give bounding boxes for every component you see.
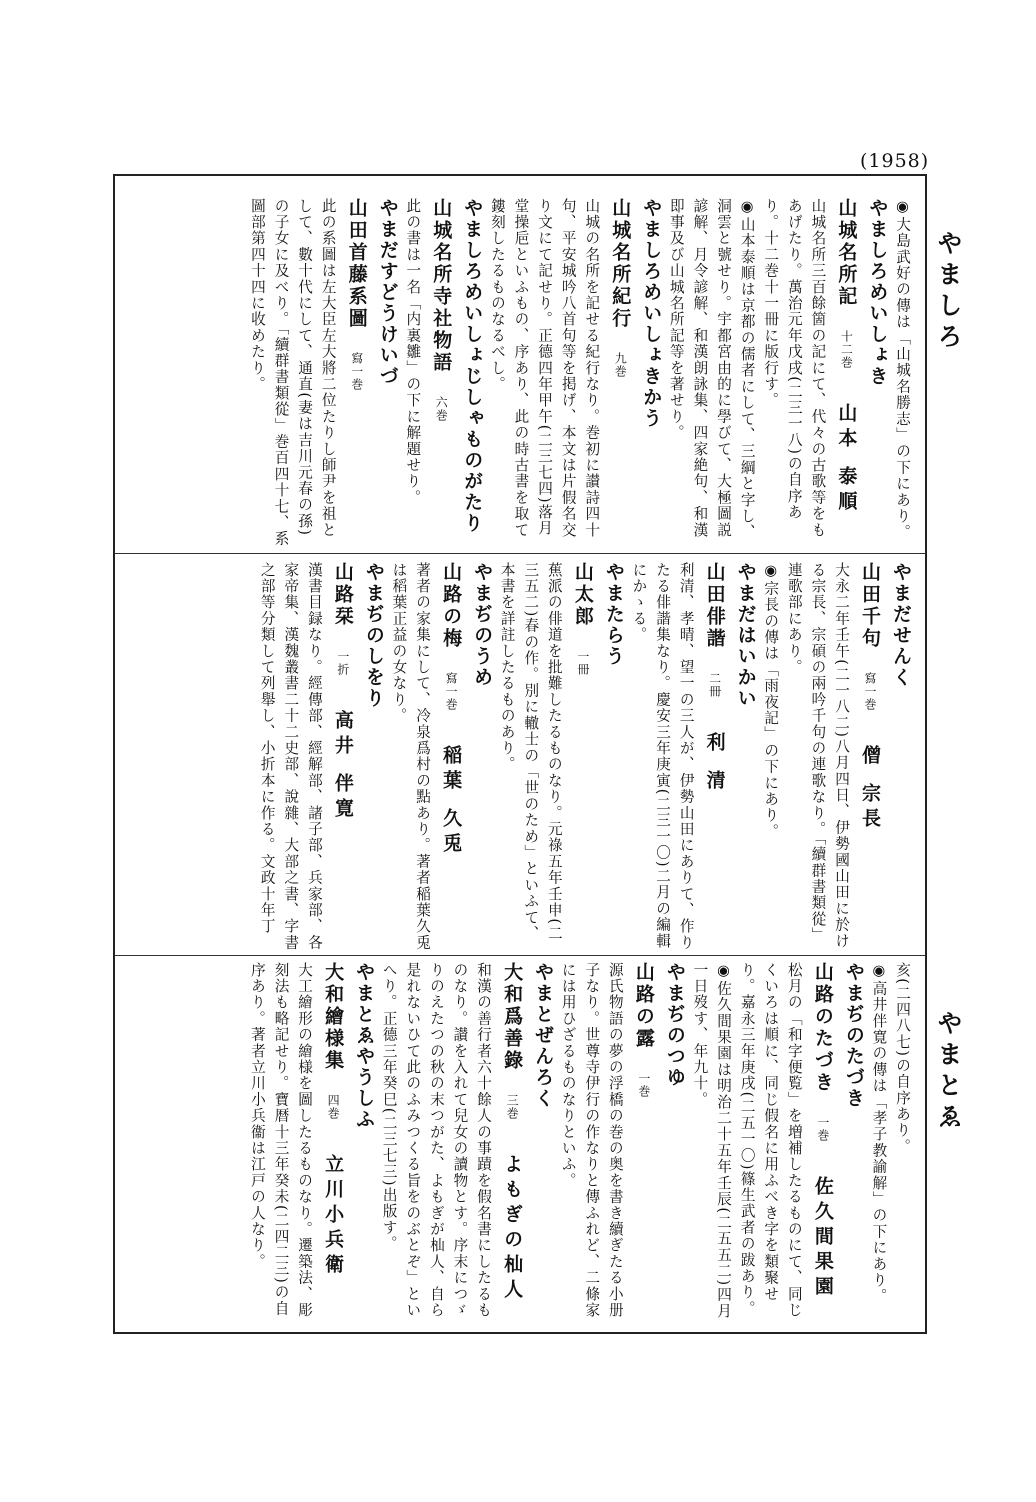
entry-title-row (627, 962, 661, 1324)
entry-volume: 九巻 (613, 352, 628, 378)
entry-reading: やまだせんく (890, 562, 912, 688)
entry-reading: やまぢのうめ (471, 562, 494, 688)
entry-author: よもぎの杣人 (501, 1154, 524, 1304)
entry-reading: やまだすどうけいづ (376, 198, 399, 387)
entry-volume: 四巻 (326, 1094, 341, 1120)
entry-title-row (316, 962, 350, 1324)
entry-title-row (806, 962, 840, 1324)
entry-reading: やまとぜんろく (532, 962, 555, 1109)
entry-title-row (424, 198, 458, 550)
section-heading-yamashiro: やましろ (934, 230, 963, 354)
entry-text: 山城名所三百餘箇の記にて、代々の古歌等をもあげたり。萬治元年戊戌(二三一八)の自序あり。十二巻十一冊に版行す。 (762, 198, 827, 539)
entry-title: 山城名所寺社物語 (430, 198, 453, 374)
entry-author: 稲葉 久兎 (440, 745, 463, 858)
entry-text: 山城の名所を記せる紀行なり。巻初に讃詩四十句、平安城吟八首句等を掲げ、本文は片假名交り文にて記せり。正德四年甲午(二三七四)落月堂操巵といふもの、序あり、此の時古書を取て鏤刻したるものなるべし。 (488, 198, 601, 539)
bottom-tier-text (118, 962, 914, 1324)
entry-title-row (326, 562, 360, 952)
entry-text: 著者の家集にして、冷泉爲村の點あり。著者稲葉久兎は稻葉正益の女なり。 (390, 562, 432, 951)
entry-reading: やましろめいしょきかう (640, 198, 663, 429)
entry-volume: 六巻 (434, 396, 449, 422)
entry-author: 利 清 (703, 732, 726, 795)
entry-title-row (853, 562, 887, 952)
entry-title: 山路の露 (632, 962, 655, 1050)
entry-reading: やまだはいかい (734, 562, 757, 709)
entry-volume: 三巻 (505, 1094, 520, 1120)
entry-text: 大工繪形の繪様を圖したるものなり。遷築法、彫刻法も略記せり。寶暦十三年癸未(二四二三)の自序あり。著者立川小兵衞は江戸の人なり。 (248, 962, 314, 1319)
entry-volume: 寫一巻 (444, 672, 459, 711)
entry-title: 山城名所紀行 (609, 198, 632, 330)
section-heading-yamatoe: やまとゑ (934, 1010, 963, 1134)
entry-title-row (566, 562, 600, 952)
entry-author: 佐久間果園 (811, 1176, 834, 1301)
entry-text: 亥(二四八七)の自序あり。 (894, 962, 911, 1155)
entry-reading: やまぢのたづき (842, 962, 865, 1109)
entry-title-row (434, 562, 468, 952)
entry-reading: やまたらう (602, 562, 625, 667)
entry-reading: やましろめいしょき (866, 198, 889, 387)
page-number: (1958) (860, 150, 930, 172)
entry-title: 大和繪様集 (322, 962, 345, 1072)
entry-author: 立川小兵衛 (322, 1154, 345, 1279)
entry-text: 此の書は一名「内裏雛」の下に解題せり。 (404, 198, 422, 506)
entry-text: ◉高井伴寛の傳は「孝子教諭解」の下にあり。 (870, 962, 888, 1305)
entry-volume: 一折 (335, 650, 350, 676)
entry-text: ◉山本泰順は京都の儒者にして、三綱と字し、洞雲と號せり。宇都宮由的に學びて、大極圖説諺解、月令諺解、和漢朗詠集、四家絶句、和漢即事及び山城名所記等を著せり。 (667, 198, 756, 541)
entry-reading: やまとゑやうしふ (353, 962, 376, 1130)
entry-text: ◉宗長の傳は「雨夜記」の下にあり。 (762, 562, 780, 840)
entry-title: 山路のたづき (811, 962, 834, 1094)
entry-title: 山路の梅 (440, 562, 463, 650)
entry-title-row (603, 198, 637, 550)
entry-title: 山路栞 (331, 562, 354, 628)
entry-reading: やましろめいしょじしゃものがたり (461, 198, 484, 534)
entry-title-row (829, 198, 863, 550)
entry-volume: 二冊 (707, 672, 722, 698)
entry-title: 山田千句 (859, 562, 881, 650)
entry-title: 山太郎 (571, 562, 594, 628)
entry-title-row (495, 962, 529, 1324)
entry-text: 松月の「和字便覧」を増補したるものにて、同じくいろは順に、同じ假名に用ふべき字を類聚せり。嘉永三年庚戌(二五一〇)篠生武者の跋あり。 (738, 962, 803, 1319)
entry-text: 源氏物語の夢の浮橋の巻の奥を書き續ぎたる小册子なり。世尊寺伊行の作なりと傳ふれど、二條家には用ひざるものなりといふ。 (559, 962, 624, 1319)
entry-text: 大永二年壬午(二一八二)八月四日、伊勢國山田に於ける宗長、宗碩の兩吟千句の連歌なり。「續群書類從」連歌部にあり。 (785, 562, 850, 950)
middle-tier-text (118, 562, 914, 952)
entry-text: 和漢の善行者六十餘人の事蹟を假名書にしたるものなり。讃を入れて兒女の讀物とす。序末につゞりのえたつの秋の末つがた、よもぎが杣人、自ら是れないひて此のふみつくる旨をのぶとぞ」といへり。正德三年癸巳(二三七三)出版す。 (380, 962, 493, 1319)
entry-text: 此の系圖は左大臣左大將二位たりし師尹を祖として、數十代にして、通直(妻は吉川元春の孫)の子女に及べり。「續群書類從」巻百四十七、系圖部第四十四に收めたり。 (248, 198, 337, 548)
entry-text: 漢書目録なり。經傳部、經解部、諸子部、兵家部、各家帝集、漢魏叢書二十二史部、說雜、大部之書、字書之部等分類して列舉し、小折本に作る。文政十年丁 (258, 562, 323, 951)
entry-volume: 一巻 (815, 1116, 830, 1142)
entry-text: 蕉派の俳道を批難したるものなり。元祿五年壬申(二三五二)春の作。別に轍士の「世のため」といふて、本書を詳註したるものあり。 (498, 562, 563, 942)
entry-text: ◉大島武好の傳は「山城名勝志」の下にあり。 (894, 198, 911, 541)
entry-title: 山田首藤系圖 (345, 198, 368, 330)
entry-text: 利清、孝晴、望一の三人が、伊勢山田にありて、作りたる俳諧集なり。慶安三年庚寅(二三一〇)二月の編輯にかゝる。 (630, 562, 695, 951)
entry-author: 高井 伴寛 (331, 710, 354, 823)
top-tier-text (118, 198, 914, 550)
entry-volume: 一巻 (636, 1072, 651, 1098)
entry-text: ◉佐久間果園は明治二十五年壬辰(二五五二)四月一日歿す、年九十。 (691, 962, 733, 1320)
entry-author: 山本 泰順 (835, 403, 858, 516)
tier-divider-lower (115, 955, 925, 956)
entry-title: 山田俳諧 (703, 562, 726, 650)
entry-author: 僧 宗長 (859, 745, 881, 833)
entry-reading: やまぢのつゆ (663, 962, 686, 1088)
entry-title-row (698, 562, 732, 952)
entry-volume: 寫一巻 (349, 352, 364, 391)
entry-title: 大和爲善錄 (501, 962, 524, 1072)
entry-title: 山城名所記 (835, 198, 858, 308)
entry-volume: 十二巻 (839, 330, 854, 369)
entry-title-row (340, 198, 374, 550)
entry-volume: 一冊 (575, 650, 590, 676)
tier-divider-upper (115, 553, 925, 554)
entry-volume: 寫一巻 (863, 672, 877, 711)
entry-reading: やまぢのしをり (362, 562, 385, 709)
